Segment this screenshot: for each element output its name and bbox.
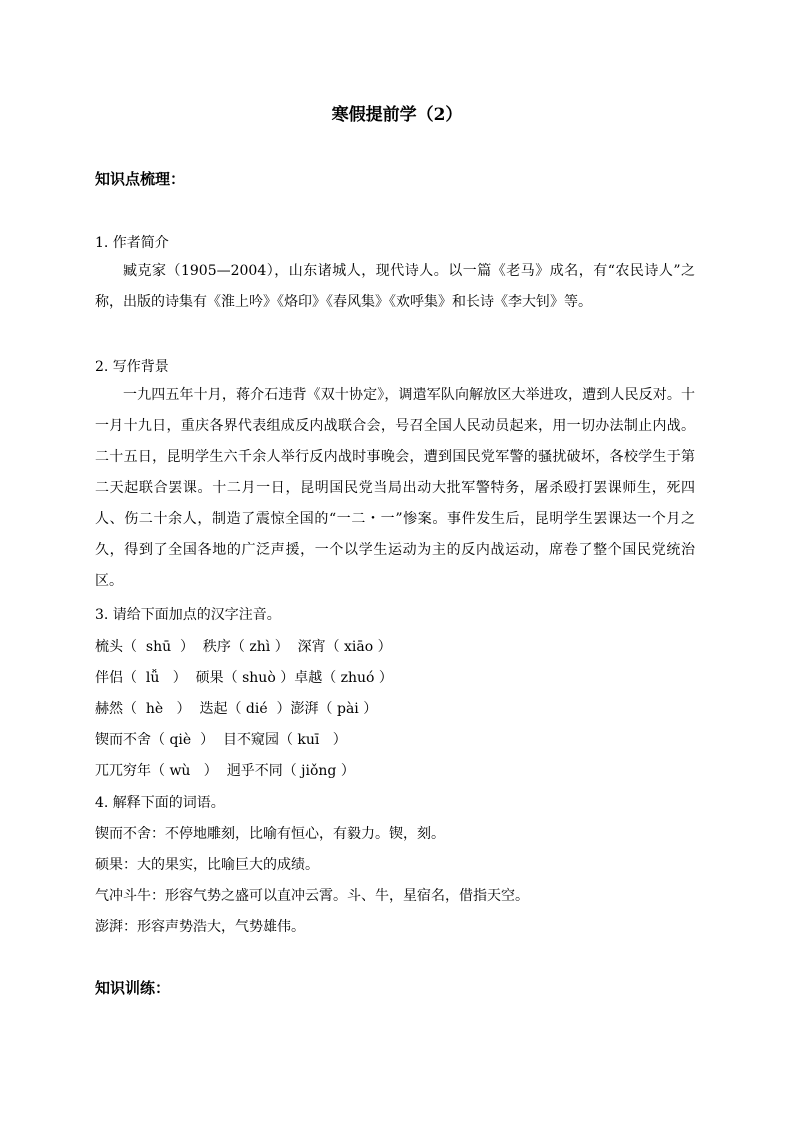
pinyin-row: 赫然（ hè ） 迭起（ dié ）澎湃（ pài ）	[95, 701, 378, 717]
background-paragraph: 一九四五年十月，蒋介石违背《双十协定》，调遣军队向解放区大举进攻，遭到人民反对。十一月十九日，重庆各界代表组成反内战联合会，号召全国人民动员起来，用一切办法制止内战。二十五日，昆明学生六千余人举行反内战时事晚会，遭到国民党军警的骚扰破坏，各校学生于第二天起联合罢课。十二月一日，昆明国民党当局出动大批军警特务，屠杀殴打罢课师生，死四人、伤二十余人，制造了震惊全国的“一二・一”惨案。事件发生后，昆明学生罢课达一个月之久，得到了全国各地的广泛声援，一个以学生运动为主的反内战运动，席卷了整个国民党统治区。	[95, 387, 695, 589]
author-heading: 1. 作者简介	[95, 235, 169, 251]
definition-item: 锲而不舍：不停地雕刻，比喻有恒心，有毅力。锲，刻。	[95, 826, 445, 842]
definition-item: 澎湃：形容声势浩大，气势雄伟。	[95, 919, 305, 935]
section-heading-training: 知识训练：	[95, 979, 171, 997]
definition-item: 硕果：大的果实，比喻巨大的成绩。	[95, 857, 319, 873]
pinyin-row: 伴侣（ lǚ ） 硕果（ shuò ）卓越（ zhuó ）	[95, 670, 393, 686]
section-heading-knowledge: 知识点梳理：	[95, 170, 186, 188]
page-title: 寒假提前学（2）	[331, 105, 463, 125]
pinyin-row: 兀兀穷年（ wù ） 迥乎不同（ jiǒng ）	[95, 763, 355, 779]
author-paragraph: 臧克家（1905—2004），山东诸城人，现代诗人。以一篇《老马》成名，有“农民诗人”之称，出版的诗集有《淮上吟》《烙印》《春风集》《欢呼集》和长诗《李大钊》等。	[95, 263, 695, 310]
pinyin-row: 梳头（ shū ） 秩序（ zhì ） 深宵（ xiāo ）	[95, 639, 392, 655]
background-heading: 2. 写作背景	[95, 359, 169, 375]
definitions-heading: 4. 解释下面的词语。	[95, 795, 225, 811]
definition-item: 气冲斗牛：形容气势之盛可以直冲云霄。斗、牛，星宿名，借指天空。	[95, 888, 529, 904]
pinyin-heading: 3. 请给下面加点的汉字注音。	[95, 607, 281, 623]
pinyin-row: 锲而不舍（ qiè ） 目不窥园（ kuī ）	[95, 732, 347, 748]
